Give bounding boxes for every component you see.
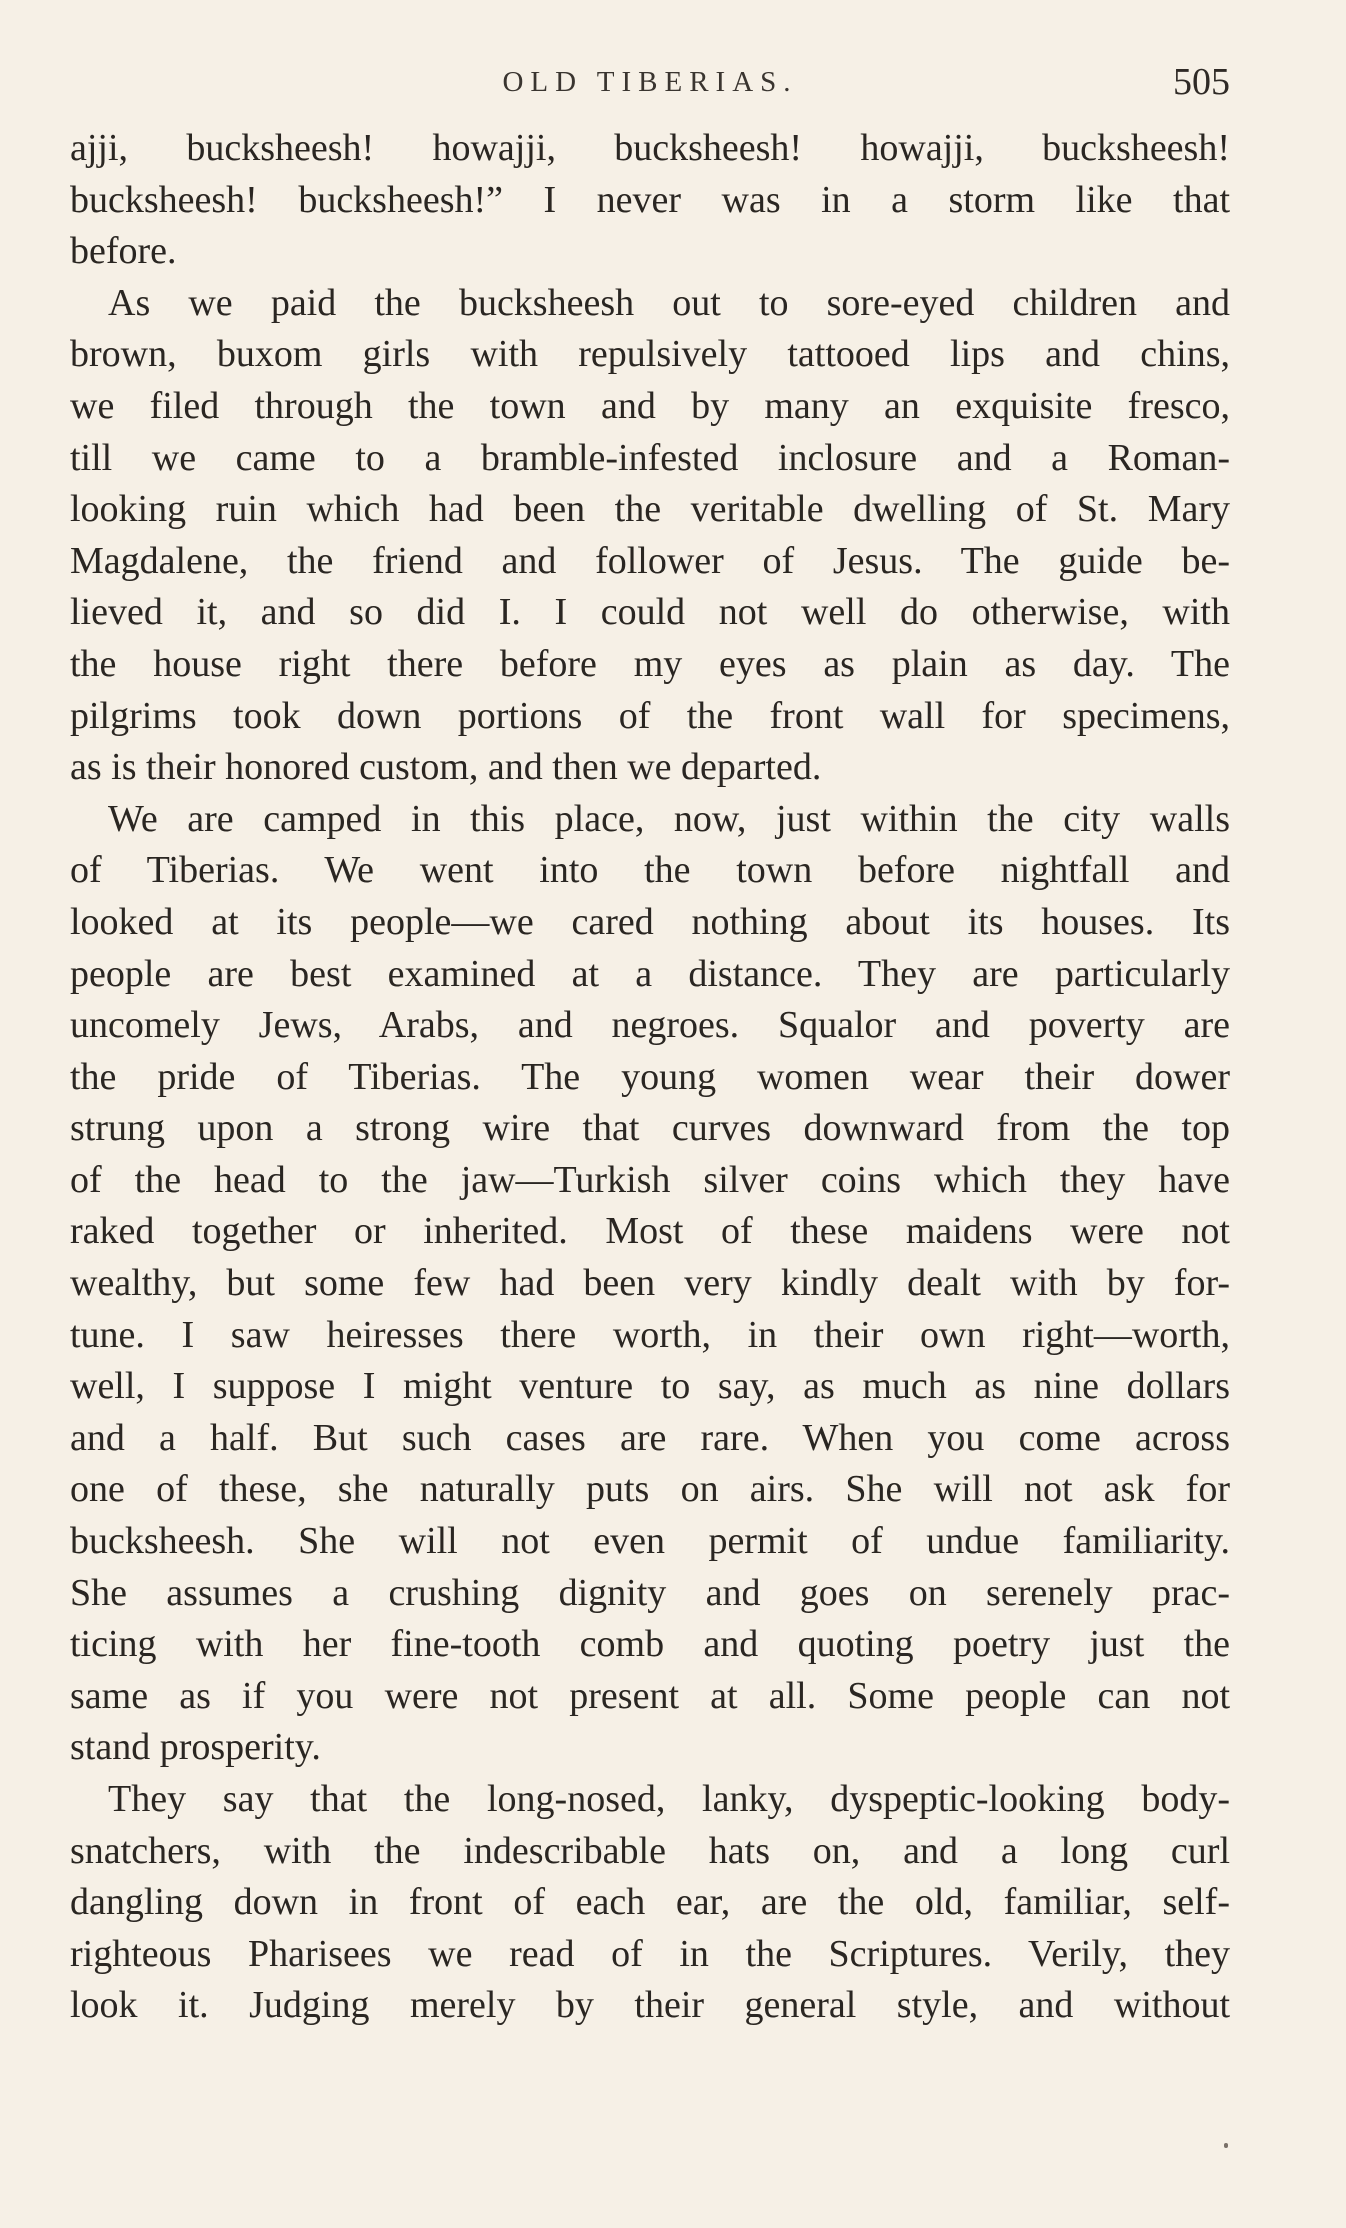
- text-line: uncomely Jews, Arabs, and negroes. Squalor and poverty are: [70, 1004, 1230, 1047]
- text-line: ticing with her fine-tooth comb and quoting poetry just the: [70, 1623, 1230, 1666]
- text-line: Magdalene, the friend and follower of Jesus. The guide be-: [70, 539, 1230, 582]
- text-line: before.: [70, 230, 177, 273]
- text-line: well, I suppose I might venture to say, as much as nine dollars: [70, 1365, 1230, 1408]
- text-line: bucksheesh. She will not even permit of undue familiarity.: [70, 1520, 1230, 1563]
- text-line: the pride of Tiberias. The young women wear their dower: [70, 1055, 1230, 1098]
- text-line: She assumes a crushing dignity and goes on serenely prac-: [70, 1571, 1230, 1614]
- text-line: till we came to a bramble-infested inclosure and a Roman-: [70, 436, 1230, 479]
- text-line: pilgrims took down portions of the front wall for specimens,: [70, 694, 1230, 737]
- text-line: look it. Judging merely by their general style, and without: [70, 1984, 1230, 2027]
- text-line: righteous Pharisees we read of in the Scriptures. Verily, they: [70, 1932, 1230, 1975]
- text-line: of Tiberias. We went into the town before nightfall and: [70, 849, 1230, 892]
- text-line: looked at its people—we cared nothing about its houses. Its: [70, 900, 1230, 943]
- text-line: stand prosperity.: [70, 1726, 321, 1769]
- text-line: as is their honored custom, and then we departed.: [70, 746, 822, 789]
- text-line: and a half. But such cases are rare. When you come across: [70, 1416, 1230, 1459]
- text-line: same as if you were not present at all. Some people can not: [70, 1674, 1230, 1717]
- text-line: snatchers, with the indescribable hats on, and a long curl: [70, 1829, 1230, 1872]
- running-title: OLD TIBERIAS.: [502, 66, 798, 98]
- body-text: [70, 123, 1230, 2032]
- text-line: strung upon a strong wire that curves downward from the top: [70, 1107, 1230, 1150]
- text-line: looking ruin which had been the veritable dwelling of St. Mary: [70, 488, 1230, 531]
- text-line: We are camped in this place, now, just within the city walls: [108, 797, 1230, 840]
- text-line: brown, buxom girls with repulsively tattooed lips and chins,: [70, 333, 1230, 376]
- text-line: ajji, bucksheesh! howajji, bucksheesh! howajji, bucksheesh!: [70, 127, 1230, 169]
- text-line: the house right there before my eyes as plain as day. The: [70, 642, 1230, 685]
- text-line: dangling down in front of each ear, are the old, familiar, self-: [70, 1881, 1230, 1924]
- text-line: one of these, she naturally puts on airs. She will not ask for: [70, 1468, 1230, 1511]
- text-line: of the head to the jaw—Turkish silver coins which they have: [70, 1158, 1230, 1201]
- text-line: As we paid the bucksheesh out to sore-eyed children and: [108, 281, 1230, 324]
- print-speck: [1224, 2143, 1228, 2148]
- text-line: we filed through the town and by many an exquisite fresco,: [70, 384, 1230, 427]
- text-line: bucksheesh! bucksheesh!” I never was in a storm like that: [70, 178, 1230, 221]
- running-header: [70, 60, 1230, 110]
- text-line: people are best examined at a distance. They are particularly: [70, 952, 1230, 995]
- text-line: tune. I saw heiresses there worth, in their own right—worth,: [70, 1313, 1230, 1356]
- page-number: 505: [1173, 61, 1230, 103]
- text-line: raked together or inherited. Most of these maidens were not: [70, 1210, 1230, 1253]
- text-line: lieved it, and so did I. I could not well do otherwise, with: [70, 591, 1230, 634]
- text-line: They say that the long-nosed, lanky, dyspeptic-looking body-: [108, 1778, 1230, 1820]
- text-line: wealthy, but some few had been very kindly dealt with by for-: [70, 1262, 1230, 1305]
